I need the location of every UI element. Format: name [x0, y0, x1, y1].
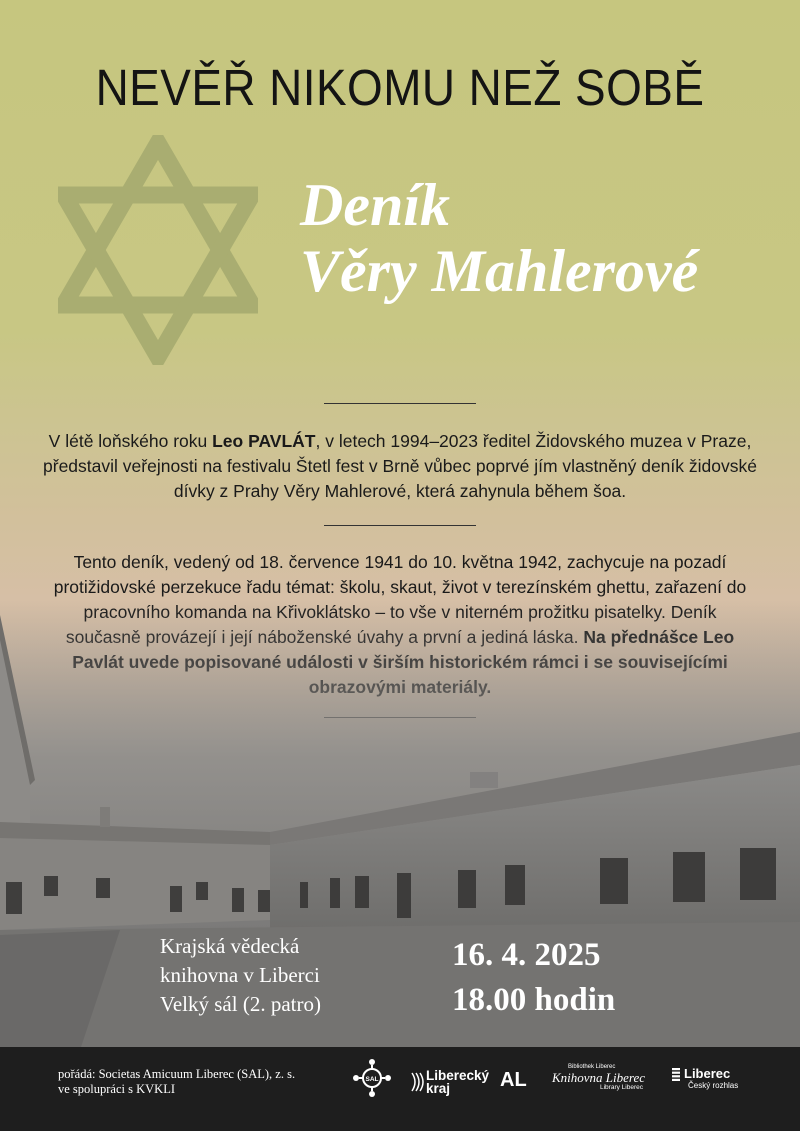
diary-title-line1: Deník — [300, 172, 450, 238]
cesky-rozhlas-logo — [672, 1067, 738, 1091]
description-text: Tento deník, vedený od 18. července 1941 do 10. května 1942, zachycuje na pozadí protižidovské perzekuce řadu témat: školu, skaut, život v terezínském ghettu, zařazení do — [53, 552, 747, 597]
diary-title-line2: Věry Mahlerové — [300, 238, 699, 304]
organizer-line2: ve spolupráci s KVKLI — [58, 1082, 175, 1096]
rozhlas-line2: Český rozhlas — [688, 1081, 739, 1090]
divider-1 — [324, 403, 476, 404]
venue-line1: Krajská vědecká — [160, 934, 300, 958]
organizer-info — [58, 1067, 295, 1097]
footer-bar — [0, 1047, 800, 1131]
intro-text-after: , v letech 1994–2023 ředitel Židovského muzea v Praze, představil veřejnosti na festivalu Štetl fest v Brně vůbec poprvé jím vlastněný deník židovské dívky z Prahy Věry Mahlerové, která zahynula během šoa. — [43, 431, 757, 501]
event-time: 18.00 hodin — [452, 982, 616, 1018]
venue-line2: knihovna v Liberci — [160, 963, 320, 987]
liberecky-kraj-logo — [410, 1069, 489, 1095]
rozhlas-line1: Liberec — [684, 1066, 731, 1081]
library-sub-text: Library Liberec — [600, 1084, 643, 1091]
al-logo: AL — [500, 1069, 527, 1091]
venue-info — [160, 932, 321, 1019]
library-small-text: Bibliothek Liberec — [568, 1064, 616, 1070]
organizer-line1: pořádá: Societas Amicuum Liberec (SAL), z. s. — [58, 1067, 296, 1081]
library-main-text: Knihovna Liberec — [552, 1070, 646, 1085]
liberecky-kraj-logo-icon — [410, 1071, 424, 1093]
kraj-line2: kraj — [426, 1081, 451, 1096]
headline: NEVĚŘ NIKOMU NEŽ SOBĚ — [95, 59, 705, 116]
speaker-name: Leo PAVLÁT — [212, 431, 316, 451]
star-of-david-icon — [58, 135, 258, 365]
event-datetime — [452, 933, 615, 1023]
venue-line3: Velký sál (2. patro) — [160, 992, 321, 1016]
kraj-line1: Liberecký — [426, 1068, 490, 1083]
diary-title — [300, 172, 780, 304]
intro-paragraph — [30, 429, 770, 504]
intro-text-before: V létě loňského roku — [48, 431, 213, 451]
barracks-photo — [0, 600, 800, 1050]
knihovna-liberec-logo — [552, 1064, 662, 1091]
cesky-rozhlas-logo-icon — [672, 1068, 682, 1081]
divider-2 — [324, 525, 476, 526]
sal-logo-text: SAL — [365, 1076, 379, 1083]
sal-logo-icon — [352, 1058, 392, 1098]
event-date: 16. 4. 2025 — [452, 937, 601, 973]
